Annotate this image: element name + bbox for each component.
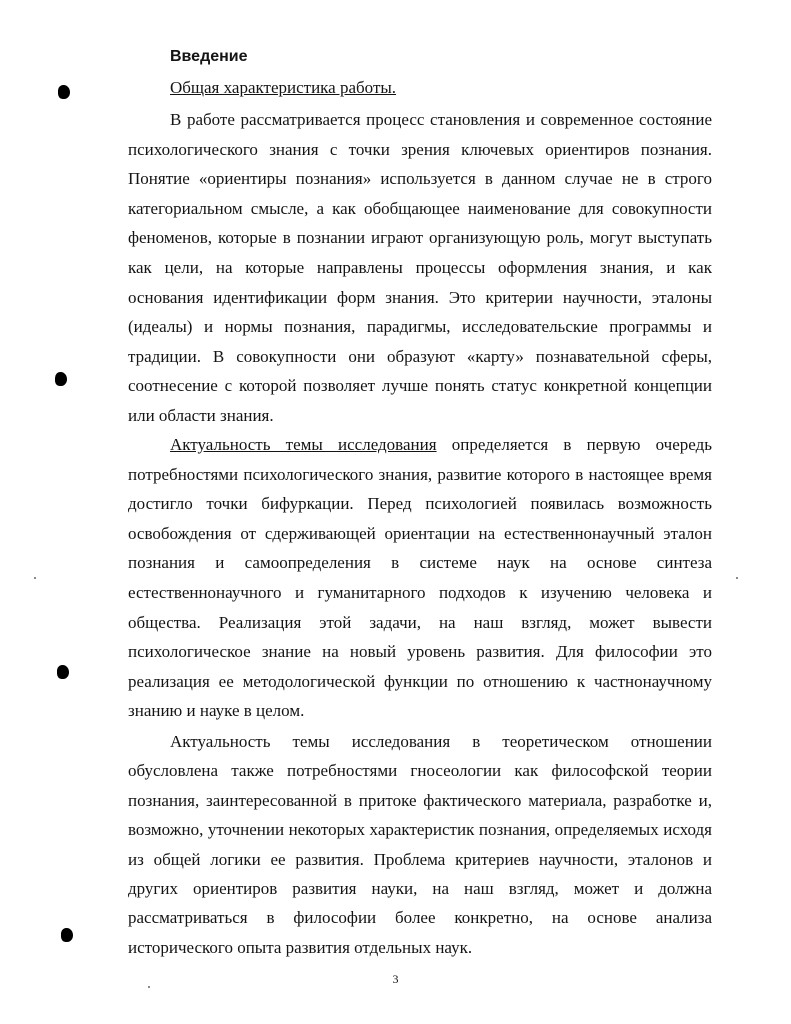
paragraph-overview: В работе рассматривается процесс становления и современное состояние психологического знания с точки зрения ключевых ориентиров познания. Понятие «ориентиры познания» используется в данном случае не в строго категориальном смысле, а как обобщающее наименование для совокупности феноменов, которые в познании играют организующую роль, могут выступать как цели, на которые направлены процессы оформления знания, и как основания идентификации форм знания. Это критерии научности, эталоны (идеалы) и нормы познания, парадигмы, исследовательские программы и традиции. В совокупности они образуют «карту» познавательной сферы, соотнесение с которой позволяет лучше понять статус конкретной концепции или области знания.: [128, 110, 712, 425]
punch-hole-mark: [55, 372, 67, 386]
scan-speck: [736, 577, 738, 579]
section-heading: Введение: [170, 48, 248, 65]
paragraph-theoretical-relevance: Актуальность темы исследования в теоретическом отношении обусловлена также потребностями гносеологии как философской теории познания, заинтересованной в притоке фактического материала, разработке и, возможно, уточнении некоторых характеристик познания, определяемых исходя из общей логики ее развития. Проблема критериев научности, эталонов и других ориентиров развития науки, на наш взгляд, может и должна рассматриваться в философии более конкретно, на основе анализа исторического опыта развития отдельных наук.: [128, 732, 712, 957]
punch-hole-mark: [57, 665, 69, 679]
punch-hole-mark: [58, 85, 70, 99]
punch-hole-mark: [61, 928, 73, 942]
relevance-text: определяется в первую очередь потребностями психологического знания, развитие которого в настоящее время достигло точки бифуркации. Перед психологией появилась возможность освобождения от сдерживающей ориентации на естественнонаучный эталон познания и самоопределения в системе наук на основе синтеза естественнонаучного и гуманитарного подходов к изучению человека и общества. Реализация этой задачи, на наш взгляд, может вывести психологическое знание на новый уровень развития. Для философии это реализация ее методологической функции по отношению к частнонаучному знанию и науке в целом.: [128, 435, 712, 721]
subsection-heading: Общая характеристика работы.: [170, 78, 397, 97]
scan-speck: [34, 577, 36, 579]
relevance-lead: Актуальность темы исследования: [170, 435, 437, 454]
page-number: 3: [392, 972, 399, 986]
paragraph-relevance: [128, 430, 712, 726]
